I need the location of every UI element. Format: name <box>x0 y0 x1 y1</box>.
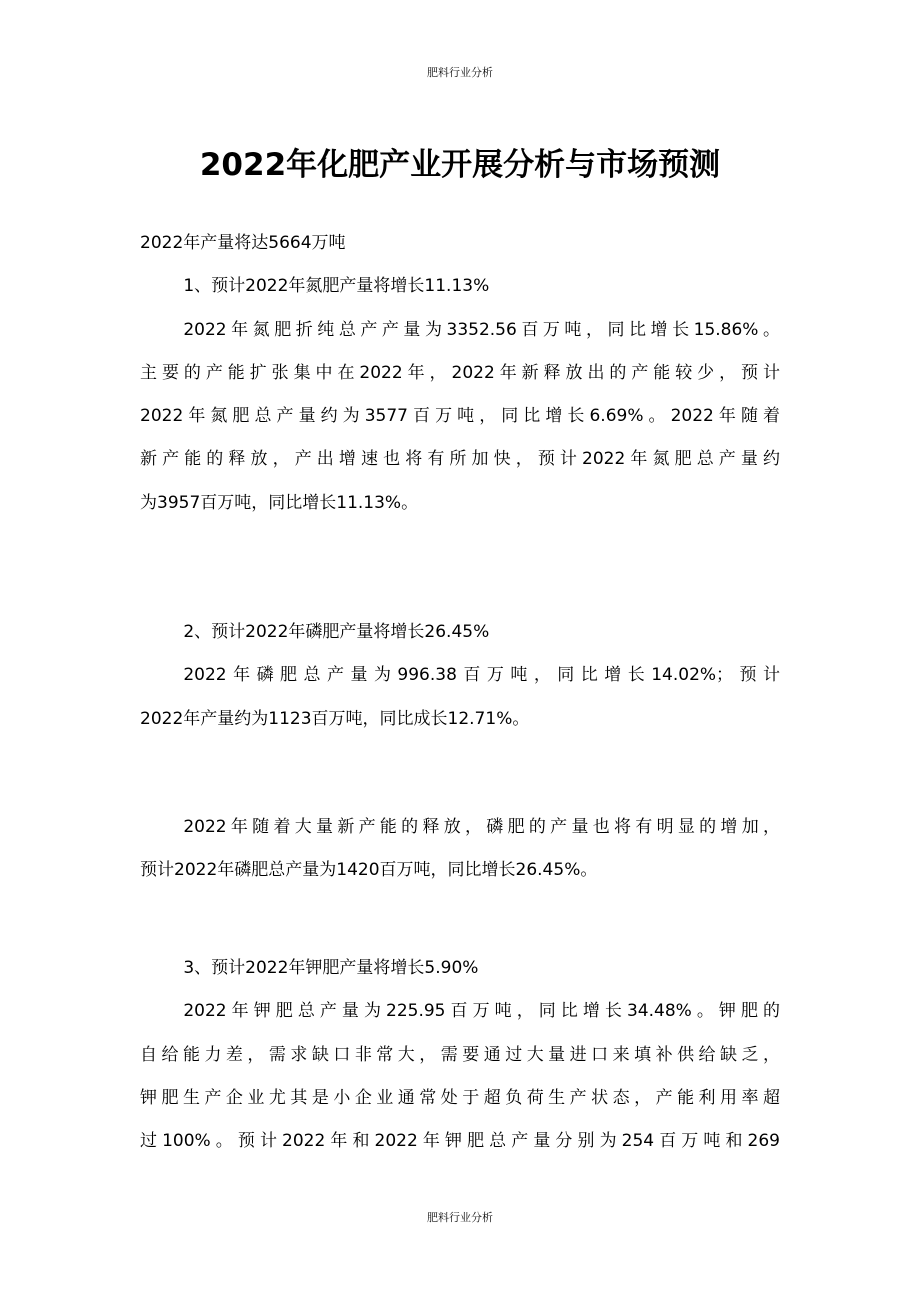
section-heading-nitrogen <box>140 265 780 308</box>
document-body-potash <box>140 947 780 1163</box>
running-footer: 肥料行业分析 <box>427 1211 493 1224</box>
text-line: 2022年氮肥总产量约为3577百万吨，同比增长6.69%。2022年随着 <box>140 406 780 427</box>
text-line: 2、预计2022年磷肥产量将增长26.45% <box>183 622 490 642</box>
document-body <box>140 222 780 525</box>
text-line: 为3957百万吨，同比增长11.13%。 <box>140 492 419 513</box>
paragraph-phosphate-1 <box>140 654 780 741</box>
section-heading-potash <box>140 947 780 990</box>
text-line: 1、预计2022年氮肥产量将增长11.13% <box>183 276 490 297</box>
document-body-phosphate-2 <box>140 806 780 893</box>
text-line: 2022年磷肥总产量为996.38百万吨，同比增长14.02%；预计 <box>183 665 780 686</box>
paragraph-nitrogen <box>140 309 780 525</box>
text-line: 钾肥生产企业尤其是小企业通常处于超负荷生产状态，产能利用率超 <box>140 1087 780 1108</box>
document-title: 2022年化肥产业开展分析与市场预测 <box>199 147 721 183</box>
document-body-phosphate <box>140 611 780 741</box>
paragraph-phosphate-2 <box>140 806 780 893</box>
text-line: 2022年氮肥折纯总产产量为3352.56百万吨，同比增长15.86%。 <box>183 319 780 340</box>
section-subtitle <box>140 222 780 265</box>
running-header: 肥料行业分析 <box>427 66 493 79</box>
text-line: 2022年随着大量新产能的释放，磷肥的产量也将有明显的增加， <box>183 817 780 837</box>
text-line: 预计2022年磷肥总产量为1420百万吨，同比增长26.45%。 <box>140 860 598 881</box>
text-line: 新产能的释放，产出增速也将有所加快，预计2022年氮肥总产量约 <box>140 449 780 470</box>
text-line: 主要的产能扩张集中在2022年，2022年新释放出的产能较少，预计 <box>140 362 780 383</box>
text-line: 自给能力差，需求缺口非常大，需要通过大量进口来填补供给缺乏， <box>140 1044 780 1065</box>
text-line: 2022年产量将达5664万吨 <box>140 233 346 253</box>
text-line: 2022年产量约为1123百万吨，同比成长12.71%。 <box>140 708 530 729</box>
paragraph-potash <box>140 990 780 1163</box>
section-heading-phosphate <box>140 611 780 654</box>
text-line: 3、预计2022年钾肥产量将增长5.90% <box>183 958 479 978</box>
text-line: 2022年钾肥总产量为225.95百万吨，同比增长34.48%。钾肥的 <box>183 1001 780 1022</box>
text-line: 过100%。预计2022年和2022年钾肥总产量分别为254百万吨和269 <box>140 1131 780 1152</box>
